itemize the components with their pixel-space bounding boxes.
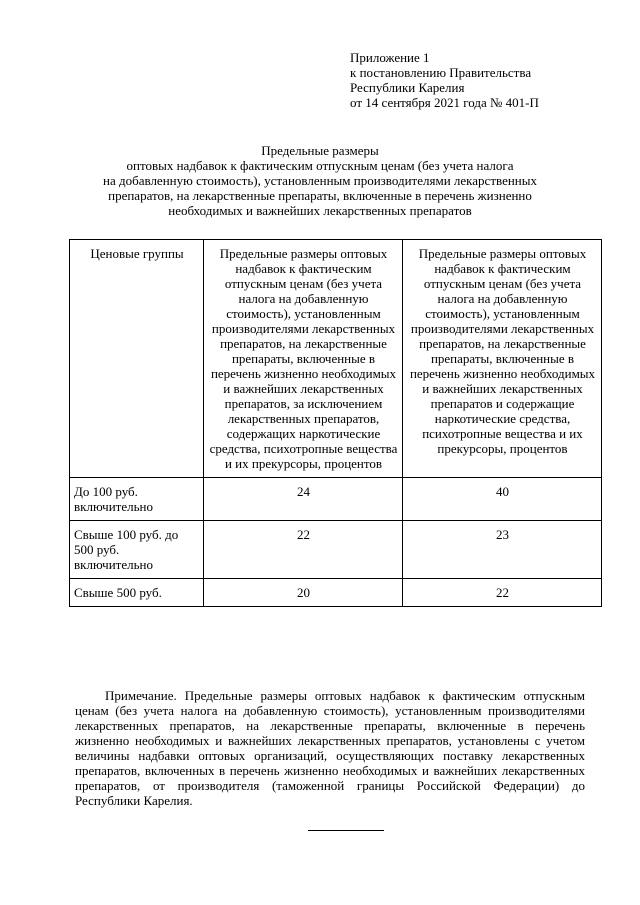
value-cell: 23 bbox=[403, 521, 602, 579]
title-line: на добавленную стоимость), установленным производителями лекарственных bbox=[103, 173, 537, 188]
value-cell: 24 bbox=[204, 478, 403, 521]
price-group-cell: Свыше 500 руб. bbox=[70, 579, 204, 607]
title-line: необходимых и важнейших лекарственных препаратов bbox=[168, 203, 472, 218]
header-markup-regular: Предельные размеры оптовых надбавок к фактическим отпускным ценам (без учета налога на добавленную стоимость), установленным производителями лекарственных препаратов, на лекарственные препараты, включенные в перечень жизненно необходимых и важнейших лекарственных препаратов, за исключением лекарственных препаратов, содержащих наркотические средства, психотропные вещества и их прекурсоры, процентов bbox=[204, 240, 403, 478]
value-cell: 20 bbox=[204, 579, 403, 607]
value-cell: 22 bbox=[403, 579, 602, 607]
table-header-row bbox=[70, 240, 602, 478]
value-cell: 22 bbox=[204, 521, 403, 579]
header-markup-narcotic: Предельные размеры оптовых надбавок к фактическим отпускным ценам (без учета налога на добавленную стоимость), установленным производителями лекарственных препаратов, на лекарственные препараты, включенные в перечень жизненно необходимых и важнейших лекарственных препаратов и содержащие наркотические средства, психотропные вещества и их прекурсоры, процентов bbox=[403, 240, 602, 478]
price-group-cell: До 100 руб. включительно bbox=[70, 478, 204, 521]
title-line: препаратов, на лекарственные препараты, включенные в перечень жизненно bbox=[108, 188, 532, 203]
appendix-line: от 14 сентября 2021 года № 401-П bbox=[350, 95, 539, 110]
markup-table bbox=[69, 239, 602, 607]
value-cell: 40 bbox=[403, 478, 602, 521]
table-row bbox=[70, 521, 602, 579]
price-group-cell: Свыше 100 руб. до 500 руб. включительно bbox=[70, 521, 204, 579]
appendix-header bbox=[350, 50, 620, 110]
document-title bbox=[60, 143, 580, 218]
appendix-line: Республики Карелия bbox=[350, 80, 465, 95]
header-price-groups: Ценовые группы bbox=[70, 240, 204, 478]
closing-rule bbox=[308, 830, 384, 831]
table-row bbox=[70, 579, 602, 607]
appendix-line: к постановлению Правительства bbox=[350, 65, 532, 80]
note-paragraph: Примечание. Предельные размеры оптовых надбавок к фактическим отпускным ценам (без учета налога на добавленную стоимость), установленным производителями лекарственных препаратов, на лекарственные препараты, включенные в перечень жизненно необходимых и важнейших лекарственных препаратов, установлены с учетом величины надбавки оптовых организаций, осуществляющих поставку лекарственных препаратов, включенных в перечень жизненно необходимых и важнейших лекарственных препаратов, от производителя (таможенной границы Российской Федерации) до Республики Карелия. bbox=[75, 688, 585, 808]
title-line: Предельные размеры bbox=[261, 143, 379, 158]
title-line: оптовых надбавок к фактическим отпускным ценам (без учета налога bbox=[126, 158, 514, 173]
appendix-line: Приложение 1 bbox=[350, 50, 430, 65]
note-section bbox=[75, 688, 585, 808]
table-row bbox=[70, 478, 602, 521]
